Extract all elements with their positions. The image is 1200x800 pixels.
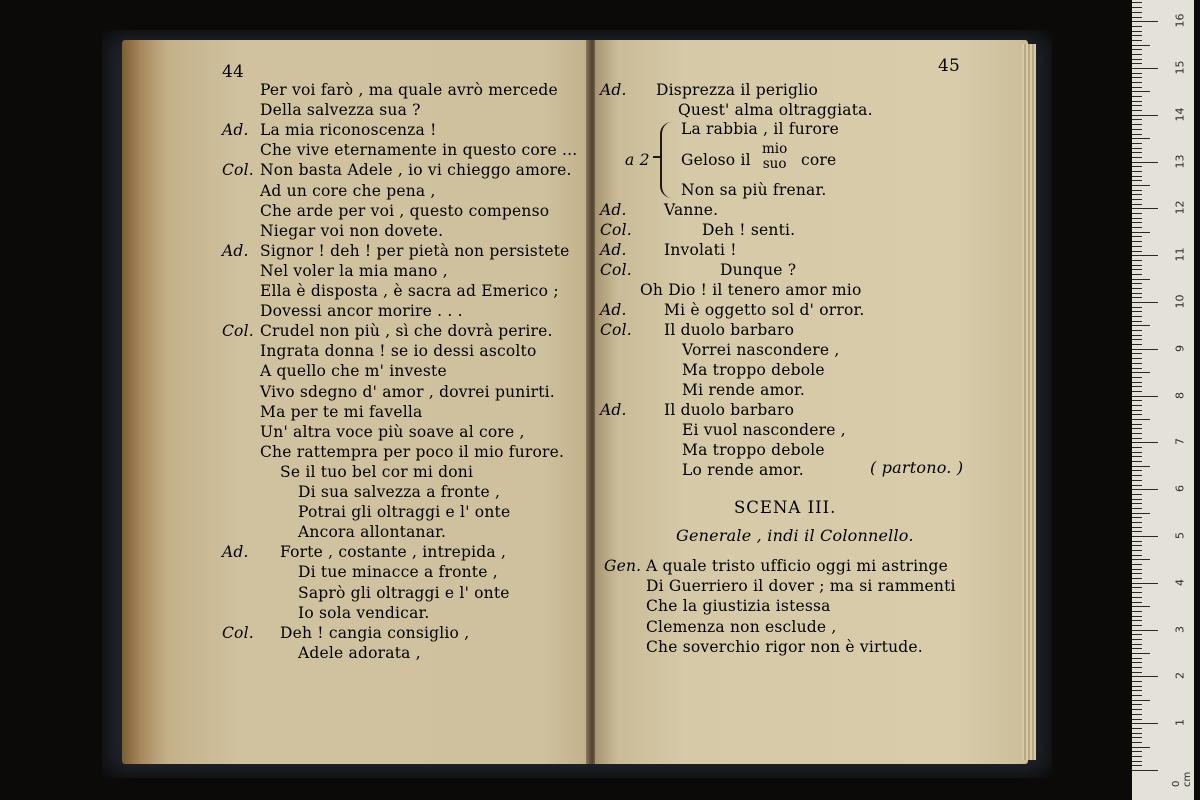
ruler-tick	[1132, 162, 1158, 163]
ruler-tick	[1132, 185, 1150, 186]
ruler-tick	[1132, 396, 1158, 397]
ruler-tick	[1132, 513, 1150, 514]
ruler-tick	[1132, 54, 1142, 55]
ruler-tick	[1132, 728, 1142, 729]
ruler-tick	[1132, 597, 1142, 598]
verse-line: Vivo sdegno d' amor , dovrei punirti.	[260, 382, 555, 401]
speaker-label: Ad.	[222, 241, 249, 260]
ruler-tick	[1132, 349, 1158, 350]
ruler-tick	[1132, 143, 1142, 144]
ruler-tick	[1132, 353, 1142, 354]
speaker-label: Ad.	[222, 543, 249, 562]
ruler-tick	[1132, 442, 1158, 443]
ruler-tick	[1132, 40, 1142, 41]
page-number-left: 44	[222, 62, 245, 82]
speaker-label: Gen.	[604, 557, 642, 575]
ruler-tick	[1132, 592, 1142, 593]
ruler-tick	[1132, 578, 1142, 579]
ruler-tick	[1132, 302, 1158, 303]
ruler-tick	[1132, 372, 1150, 373]
ruler-unit: 0 cm	[1171, 771, 1193, 787]
ruler-tick	[1132, 204, 1142, 205]
verse-line: A quello che m' investe	[260, 362, 447, 381]
ruler-tick	[1132, 475, 1142, 476]
ruler-tick	[1132, 26, 1142, 27]
ruler-tick	[1132, 157, 1142, 158]
ruler-tick	[1132, 723, 1158, 724]
ruler-tick	[1132, 316, 1142, 317]
ruler-tick	[1132, 325, 1150, 326]
a2-line-1: La rabbia , il furore	[681, 120, 840, 138]
verse-line: Vanne.	[664, 201, 719, 219]
verse-line: Che arde per voi , questo compenso	[260, 201, 550, 220]
ruler-number: 11	[1173, 247, 1187, 262]
ruler-tick	[1132, 428, 1142, 429]
verse-line: Il duolo barbaro	[664, 321, 795, 339]
ruler-tick	[1132, 742, 1142, 743]
verse-line: Io sola vendicar.	[298, 603, 430, 622]
verse-line: Potrai gli oltraggi e l' onte	[298, 503, 511, 522]
speaker-label: Ad.	[222, 121, 249, 140]
ruler-tick	[1132, 110, 1142, 111]
verse-line: Non basta Adele , io vi chieggo amore.	[260, 161, 572, 180]
ruler-tick	[1132, 171, 1142, 172]
ruler-tick	[1132, 152, 1142, 153]
verse-line: Ad un core che pena ,	[260, 181, 436, 200]
ruler-tick	[1132, 527, 1142, 528]
verse-line: Per voi farò , ma quale avrò mercede	[260, 81, 558, 99]
ruler-tick	[1132, 368, 1142, 369]
ruler-tick	[1132, 35, 1142, 36]
ruler-tick	[1132, 400, 1142, 401]
ruler-tick	[1132, 134, 1142, 135]
verse-line: Dunque ?	[720, 261, 797, 279]
verse-line: Se il tuo bel cor mi doni	[280, 462, 474, 481]
ruler-tick	[1132, 307, 1142, 308]
ruler-tick	[1132, 625, 1142, 626]
ruler-tick	[1132, 541, 1142, 542]
ruler-tick	[1132, 283, 1142, 284]
ruler-tick	[1132, 311, 1142, 312]
speaker-label: Ad.	[600, 241, 627, 259]
ruler-tick	[1132, 765, 1142, 766]
ruler-tick	[1132, 456, 1142, 457]
ruler-tick	[1132, 129, 1142, 130]
ruler-tick	[1132, 620, 1142, 621]
measurement-ruler	[1132, 0, 1194, 800]
ruler-tick	[1132, 335, 1142, 336]
a2-stacked-top: mio	[762, 141, 788, 157]
ruler-tick	[1132, 480, 1142, 481]
ruler-tick	[1132, 611, 1142, 612]
ruler-tick	[1132, 550, 1142, 551]
ruler-tick	[1132, 634, 1142, 635]
ruler-tick	[1132, 138, 1150, 139]
a2-brace	[660, 122, 674, 198]
ruler-tick	[1132, 68, 1158, 69]
ruler-number: 3	[1173, 625, 1187, 633]
ruler-tick	[1132, 227, 1142, 228]
verse-line: Oh Dio ! il tenero amor mio	[640, 281, 862, 299]
ruler-tick	[1132, 21, 1158, 22]
ruler-number: 7	[1173, 438, 1187, 446]
ruler-number: 10	[1173, 294, 1187, 309]
ruler-number: 16	[1173, 13, 1187, 28]
ruler-tick	[1132, 452, 1142, 453]
ruler-tick	[1132, 7, 1142, 8]
ruler-tick	[1132, 704, 1142, 705]
verse-line: Di Guerriero il dover ; ma si rammenti	[646, 577, 956, 596]
ruler-tick	[1132, 545, 1142, 546]
ruler-tick	[1132, 339, 1142, 340]
ruler-tick	[1132, 405, 1142, 406]
ruler-tick	[1132, 321, 1142, 322]
verse-line: Dovessi ancor morire . . .	[260, 302, 463, 321]
page-number-right: 45	[938, 56, 961, 76]
ruler-tick	[1132, 756, 1142, 757]
ruler-tick	[1132, 737, 1142, 738]
ruler-number: 6	[1173, 485, 1187, 493]
verse-line: Mi rende amor.	[682, 381, 806, 399]
ruler-tick	[1132, 410, 1142, 411]
a2-line-3: Non sa più frenar.	[681, 181, 827, 199]
ruler-tick	[1132, 709, 1142, 710]
ruler-tick	[1132, 269, 1142, 270]
ruler-tick	[1132, 470, 1142, 471]
ruler-tick	[1132, 602, 1142, 603]
ruler-tick	[1132, 91, 1150, 92]
ruler-tick	[1132, 265, 1142, 266]
ruler-tick	[1132, 344, 1142, 345]
ruler-number: 2	[1173, 672, 1187, 680]
ruler-tick	[1132, 279, 1150, 280]
ruler-tick	[1132, 639, 1142, 640]
ruler-tick	[1132, 17, 1142, 18]
verse-line: Deh ! cangia consiglio ,	[280, 623, 470, 642]
verse-line: Saprò gli oltraggi e l' onte	[298, 583, 510, 602]
ruler-tick	[1132, 494, 1142, 495]
verse-line: Forte , costante , intrepida ,	[280, 543, 507, 562]
speaker-label: Ad.	[600, 401, 627, 419]
stage-direction-exit: ( partono. )	[870, 458, 964, 477]
ruler-tick	[1132, 751, 1142, 752]
verse-line: Clemenza non esclude ,	[646, 617, 837, 636]
ruler-tick	[1132, 358, 1142, 359]
ruler-number: 5	[1173, 532, 1187, 539]
ruler-tick	[1132, 555, 1142, 556]
ruler-tick	[1132, 12, 1142, 13]
verse-line: Un' altra voce più soave al core ,	[260, 422, 525, 441]
speaker-label: Col.	[222, 623, 254, 642]
verse-line: Ella è disposta , è sacra ad Emerico ;	[260, 282, 559, 300]
ruler-tick	[1132, 382, 1142, 383]
ruler-tick	[1132, 531, 1142, 532]
ruler-tick	[1132, 82, 1142, 83]
ruler-tick	[1132, 686, 1142, 687]
verse-line: Disprezza il periglio	[656, 81, 819, 99]
verse-line: Di tue minacce a fronte ,	[298, 563, 498, 582]
verse-line: Nel voler la mia mano ,	[260, 261, 448, 280]
ruler-tick	[1132, 587, 1142, 588]
ruler-tick	[1132, 672, 1142, 673]
ruler-tick	[1132, 101, 1142, 102]
ruler-tick	[1132, 180, 1142, 181]
ruler-tick	[1132, 414, 1142, 415]
verse-line: Vorrei nascondere ,	[682, 341, 840, 359]
ruler-tick	[1132, 424, 1142, 425]
ruler-tick	[1132, 559, 1150, 560]
ruler-tick	[1132, 648, 1142, 649]
scene-title: SCENA III.	[734, 498, 837, 517]
ruler-tick	[1132, 251, 1142, 252]
ruler-tick	[1132, 695, 1142, 696]
ruler-number: 15	[1173, 60, 1187, 75]
ruler-tick	[1132, 499, 1142, 500]
ruler-tick	[1132, 733, 1142, 734]
verse-line: Signor ! deh ! per pietà non persistete	[260, 241, 570, 260]
ruler-tick	[1132, 522, 1142, 523]
verse-line: Adele adorata ,	[298, 643, 421, 662]
ruler-tick	[1132, 63, 1142, 64]
ruler-tick	[1132, 363, 1142, 364]
verse-line: Lo rende amor.	[682, 461, 804, 479]
verse-line: Involati !	[664, 241, 737, 259]
ruler-number: 4	[1173, 578, 1187, 586]
ruler-tick	[1132, 658, 1142, 659]
ruler-tick	[1132, 255, 1158, 256]
ruler-tick	[1132, 503, 1142, 504]
ruler-tick	[1132, 241, 1142, 242]
verse-line: Di sua salvezza a fronte ,	[298, 483, 501, 501]
verse-line: Quest' alma oltraggiata.	[678, 101, 873, 119]
ruler-tick	[1132, 31, 1142, 32]
ruler-tick	[1132, 190, 1142, 191]
ruler-tick	[1132, 438, 1142, 439]
verse-line: Crudel non più , sì che dovrà perire.	[260, 322, 553, 341]
ruler-tick	[1132, 260, 1142, 261]
ruler-tick	[1132, 747, 1150, 748]
speaker-label: Col.	[222, 322, 254, 341]
verse-line: Che vive eternamente in questo core ...	[260, 141, 578, 160]
ruler-tick	[1132, 564, 1142, 565]
ruler-number: 1	[1173, 719, 1187, 727]
ruler-tick	[1132, 77, 1142, 78]
ruler-tick	[1132, 208, 1158, 209]
speaker-label: Ad.	[600, 81, 627, 99]
ruler-tick	[1132, 119, 1142, 120]
verse-line: Mi è oggetto sol d' orror.	[664, 301, 865, 319]
verse-line: Ancora allontanar.	[298, 523, 447, 542]
ruler-tick	[1132, 644, 1142, 645]
speaker-label: Col.	[222, 161, 254, 180]
a2-line-2-before: Geloso il	[681, 151, 751, 169]
ruler-tick	[1132, 148, 1142, 149]
ruler-tick	[1132, 662, 1142, 663]
speaker-label: Col.	[600, 321, 632, 339]
verse-line: A quale tristo ufficio oggi mi astringe	[646, 557, 948, 575]
ruler-tick	[1132, 447, 1142, 448]
ruler-number: 12	[1173, 200, 1187, 215]
ruler-tick	[1132, 59, 1142, 60]
ruler-tick	[1132, 236, 1142, 237]
ruler-tick	[1132, 485, 1142, 486]
ruler-tick	[1132, 297, 1142, 298]
ruler-number: 14	[1173, 107, 1187, 122]
ruler-tick	[1132, 96, 1142, 97]
ruler-tick	[1132, 222, 1142, 223]
ruler-tick	[1132, 49, 1142, 50]
ruler-tick	[1132, 606, 1150, 607]
page-edges	[1022, 44, 1036, 760]
verse-line: Che soverchio rigor non è virtude.	[646, 637, 923, 656]
ruler-tick	[1132, 466, 1150, 467]
ruler-tick	[1132, 218, 1142, 219]
ruler-tick	[1132, 2, 1142, 3]
ruler-tick	[1132, 676, 1158, 677]
ruler-tick	[1132, 573, 1142, 574]
ruler-tick	[1132, 293, 1142, 294]
ruler-tick	[1132, 681, 1142, 682]
ruler-tick	[1132, 616, 1142, 617]
verse-line: Deh ! senti.	[702, 221, 796, 239]
ruler-tick	[1132, 690, 1142, 691]
ruler-number: 9	[1173, 344, 1187, 352]
ruler-tick	[1132, 536, 1158, 537]
ruler-tick	[1132, 700, 1150, 701]
a2-stacked-words	[762, 142, 787, 172]
ruler-tick	[1132, 246, 1142, 247]
ruler-tick	[1132, 719, 1142, 720]
ruler-tick	[1132, 386, 1142, 387]
ruler-tick	[1132, 124, 1142, 125]
ruler-tick	[1132, 87, 1142, 88]
ruler-tick	[1132, 489, 1158, 490]
ruler-tick	[1132, 105, 1142, 106]
ruler-number: 8	[1173, 391, 1187, 399]
ruler-tick	[1132, 232, 1150, 233]
verse-line: Ma per te mi favella	[260, 402, 423, 421]
ruler-number: 13	[1173, 154, 1187, 169]
speaker-label: Ad.	[600, 201, 627, 219]
ruler-tick	[1132, 569, 1142, 570]
verse-line: Della salvezza sua ?	[260, 101, 421, 120]
verse-line: Il duolo barbaro	[664, 401, 795, 419]
ruler-tick	[1132, 653, 1150, 654]
verse-line: Che rattempra per poco il mio furore.	[260, 442, 565, 461]
a2-line-2-after: core	[801, 151, 837, 169]
ruler-tick	[1132, 461, 1142, 462]
ruler-tick	[1132, 419, 1150, 420]
ruler-tick	[1132, 45, 1150, 46]
ruler-tick	[1132, 194, 1142, 195]
ruler-tick	[1132, 176, 1142, 177]
ruler-tick	[1132, 770, 1158, 771]
verse-line: Ma troppo debole	[682, 361, 825, 379]
ruler-tick	[1132, 433, 1142, 434]
speaker-label: Ad.	[600, 301, 627, 319]
ruler-tick	[1132, 213, 1142, 214]
scene-characters: Generale , indi il Colonnello.	[676, 526, 914, 545]
ruler-tick	[1132, 667, 1142, 668]
ruler-tick	[1132, 714, 1142, 715]
verse-line: Che la giustizia istessa	[646, 597, 831, 616]
ruler-tick	[1132, 115, 1158, 116]
verse-line: Ma troppo debole	[682, 441, 825, 459]
ruler-tick	[1132, 166, 1142, 167]
ruler-tick	[1132, 583, 1158, 584]
ruler-tick	[1132, 330, 1142, 331]
a2-label: a 2	[625, 151, 650, 169]
ruler-tick	[1132, 199, 1142, 200]
verse-line: La mia riconoscenza !	[260, 121, 437, 140]
verse-line: Ei vuol nascondere ,	[682, 421, 846, 439]
ruler-tick	[1132, 288, 1142, 289]
speaker-label: Col.	[600, 221, 632, 239]
verse-line: Niegar voi non dovete.	[260, 221, 444, 240]
ruler-tick	[1132, 761, 1142, 762]
verse-line: Ingrata donna ! se io dessi ascolto	[260, 342, 537, 361]
ruler-tick	[1132, 508, 1142, 509]
ruler-tick	[1132, 274, 1142, 275]
ruler-tick	[1132, 73, 1142, 74]
a2-stacked-bottom: suo	[762, 156, 787, 172]
speaker-label: Col.	[600, 261, 632, 279]
ruler-tick	[1132, 391, 1142, 392]
ruler-tick	[1132, 517, 1142, 518]
ruler-tick	[1132, 630, 1158, 631]
ruler-tick	[1132, 377, 1142, 378]
